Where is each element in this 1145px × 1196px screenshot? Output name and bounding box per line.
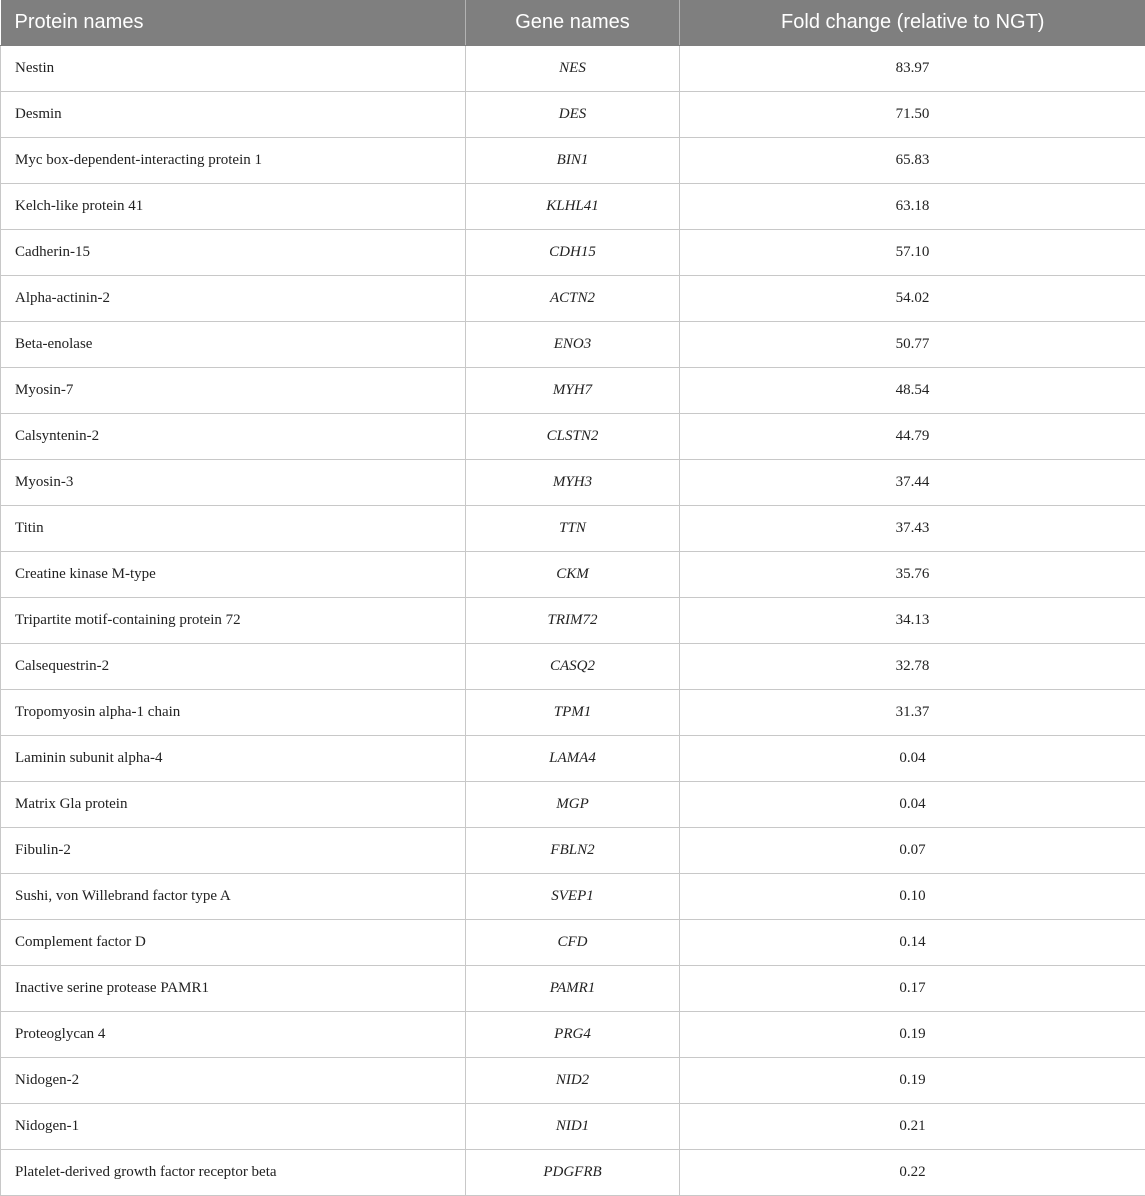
gene-name-cell: MYH3 <box>466 460 680 506</box>
gene-name-cell: CFD <box>466 920 680 966</box>
protein-name-cell: Calsequestrin-2 <box>1 644 466 690</box>
header-protein-names: Protein names <box>1 0 466 46</box>
table-row <box>1 1104 1145 1150</box>
fold-change-cell: 34.13 <box>680 598 1145 644</box>
fold-change-cell: 0.19 <box>680 1012 1145 1058</box>
fold-change-cell: 44.79 <box>680 414 1145 460</box>
fold-change-cell: 0.17 <box>680 966 1145 1012</box>
protein-name-cell: Cadherin-15 <box>1 230 466 276</box>
gene-name-cell: TTN <box>466 506 680 552</box>
table-body <box>1 46 1145 1196</box>
protein-name-cell: Platelet-derived growth factor receptor beta <box>1 1150 466 1196</box>
gene-name-cell: ACTN2 <box>466 276 680 322</box>
protein-name-cell: Nidogen-1 <box>1 1104 466 1150</box>
gene-name-cell: TRIM72 <box>466 598 680 644</box>
gene-name-cell: CKM <box>466 552 680 598</box>
protein-name-cell: Beta-enolase <box>1 322 466 368</box>
table-row <box>1 230 1145 276</box>
fold-change-cell: 57.10 <box>680 230 1145 276</box>
protein-name-cell: Alpha-actinin-2 <box>1 276 466 322</box>
gene-name-cell: KLHL41 <box>466 184 680 230</box>
fold-change-cell: 63.18 <box>680 184 1145 230</box>
fold-change-cell: 35.76 <box>680 552 1145 598</box>
fold-change-cell: 0.07 <box>680 828 1145 874</box>
table-row <box>1 690 1145 736</box>
gene-name-cell: BIN1 <box>466 138 680 184</box>
fold-change-cell: 31.37 <box>680 690 1145 736</box>
gene-name-cell: ENO3 <box>466 322 680 368</box>
table-row <box>1 1058 1145 1104</box>
fold-change-cell: 37.43 <box>680 506 1145 552</box>
protein-name-cell: Creatine kinase M-type <box>1 552 466 598</box>
gene-name-cell: FBLN2 <box>466 828 680 874</box>
protein-name-cell: Matrix Gla protein <box>1 782 466 828</box>
table-row <box>1 46 1145 92</box>
fold-change-cell: 37.44 <box>680 460 1145 506</box>
fold-change-cell: 50.77 <box>680 322 1145 368</box>
table-row <box>1 368 1145 414</box>
protein-name-cell: Nestin <box>1 46 466 92</box>
table-row <box>1 460 1145 506</box>
table-row <box>1 782 1145 828</box>
header-gene-names: Gene names <box>466 0 680 46</box>
fold-change-cell: 54.02 <box>680 276 1145 322</box>
table-row <box>1 414 1145 460</box>
fold-change-cell: 0.21 <box>680 1104 1145 1150</box>
gene-name-cell: DES <box>466 92 680 138</box>
table-row <box>1 966 1145 1012</box>
protein-name-cell: Laminin subunit alpha-4 <box>1 736 466 782</box>
protein-name-cell: Nidogen-2 <box>1 1058 466 1104</box>
fold-change-cell: 0.04 <box>680 736 1145 782</box>
fold-change-cell: 0.22 <box>680 1150 1145 1196</box>
header-row <box>1 0 1145 46</box>
protein-name-cell: Myc box-dependent-interacting protein 1 <box>1 138 466 184</box>
protein-name-cell: Sushi, von Willebrand factor type A <box>1 874 466 920</box>
protein-name-cell: Titin <box>1 506 466 552</box>
protein-name-cell: Calsyntenin-2 <box>1 414 466 460</box>
fold-change-cell: 48.54 <box>680 368 1145 414</box>
table-row <box>1 276 1145 322</box>
gene-name-cell: SVEP1 <box>466 874 680 920</box>
fold-change-cell: 83.97 <box>680 46 1145 92</box>
gene-name-cell: CASQ2 <box>466 644 680 690</box>
gene-name-cell: NID2 <box>466 1058 680 1104</box>
gene-name-cell: MYH7 <box>466 368 680 414</box>
fold-change-cell: 0.14 <box>680 920 1145 966</box>
protein-name-cell: Myosin-3 <box>1 460 466 506</box>
gene-name-cell: PDGFRB <box>466 1150 680 1196</box>
fold-change-cell: 0.10 <box>680 874 1145 920</box>
fold-change-cell: 65.83 <box>680 138 1145 184</box>
gene-name-cell: LAMA4 <box>466 736 680 782</box>
gene-name-cell: NID1 <box>466 1104 680 1150</box>
protein-name-cell: Desmin <box>1 92 466 138</box>
header-fold-change: Fold change (relative to NGT) <box>680 0 1145 46</box>
fold-change-cell: 32.78 <box>680 644 1145 690</box>
protein-name-cell: Inactive serine protease PAMR1 <box>1 966 466 1012</box>
gene-name-cell: CLSTN2 <box>466 414 680 460</box>
table-row <box>1 506 1145 552</box>
table-row <box>1 184 1145 230</box>
gene-name-cell: TPM1 <box>466 690 680 736</box>
table-row <box>1 322 1145 368</box>
fold-change-cell: 0.04 <box>680 782 1145 828</box>
table-row <box>1 828 1145 874</box>
gene-name-cell: CDH15 <box>466 230 680 276</box>
table-row <box>1 1012 1145 1058</box>
table-row <box>1 552 1145 598</box>
fold-change-cell: 0.19 <box>680 1058 1145 1104</box>
table-row <box>1 874 1145 920</box>
gene-name-cell: NES <box>466 46 680 92</box>
table-row <box>1 138 1145 184</box>
table-row <box>1 92 1145 138</box>
protein-name-cell: Fibulin-2 <box>1 828 466 874</box>
table-row <box>1 598 1145 644</box>
protein-name-cell: Complement factor D <box>1 920 466 966</box>
table-row <box>1 736 1145 782</box>
fold-change-cell: 71.50 <box>680 92 1145 138</box>
gene-name-cell: MGP <box>466 782 680 828</box>
protein-name-cell: Myosin-7 <box>1 368 466 414</box>
protein-name-cell: Tripartite motif-containing protein 72 <box>1 598 466 644</box>
gene-name-cell: PAMR1 <box>466 966 680 1012</box>
table-row <box>1 644 1145 690</box>
protein-name-cell: Proteoglycan 4 <box>1 1012 466 1058</box>
gene-name-cell: PRG4 <box>466 1012 680 1058</box>
protein-name-cell: Kelch-like protein 41 <box>1 184 466 230</box>
table-row <box>1 920 1145 966</box>
table-header <box>1 0 1145 46</box>
protein-name-cell: Tropomyosin alpha-1 chain <box>1 690 466 736</box>
